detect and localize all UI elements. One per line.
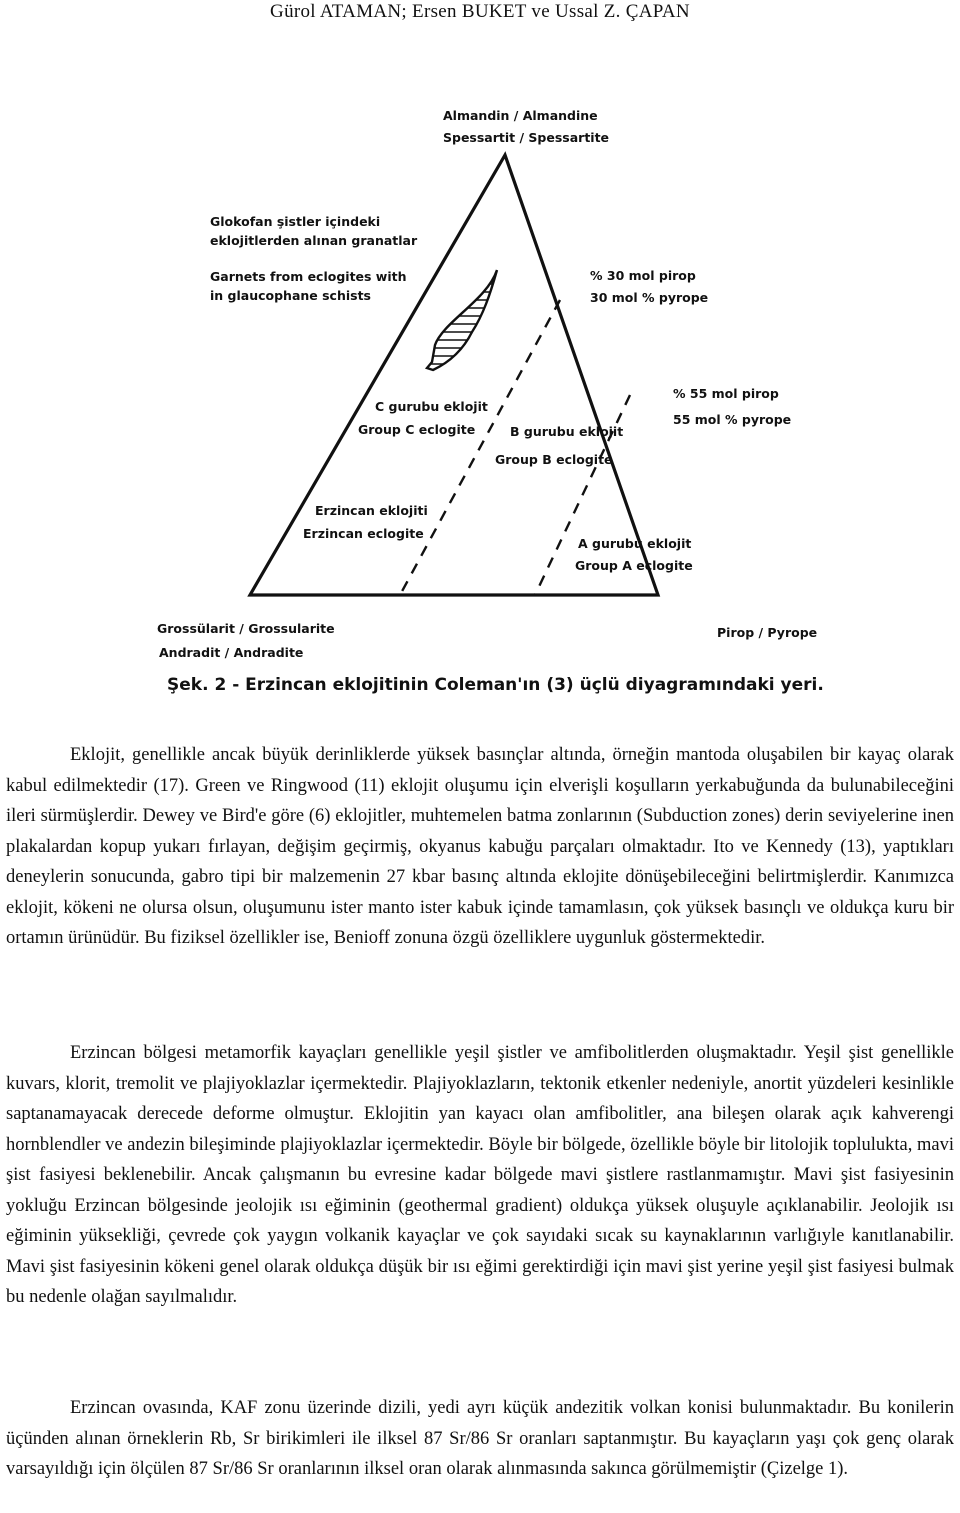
glaucophane-label-tr-2: eklojitlerden alınan granatlar bbox=[210, 233, 418, 248]
apex-label-almandine: Almandin / Almandine bbox=[443, 108, 598, 123]
group-a-label-en: Group A eclogite bbox=[575, 558, 693, 573]
group-a-label-tr: A gurubu eklojit bbox=[578, 536, 692, 551]
erzincan-eclogite-label-en: Erzincan eclogite bbox=[303, 526, 424, 541]
left-corner-label-grossularite: Grossülarit / Grossularite bbox=[157, 621, 335, 636]
glaucophane-label-en-1: Garnets from eclogites with bbox=[210, 269, 407, 284]
right-corner-label-pyrope: Pirop / Pyrope bbox=[717, 625, 818, 640]
body-paragraph-2 bbox=[6, 1038, 954, 1313]
pyrope-30-label-tr: % 30 mol pirop bbox=[590, 268, 696, 283]
erzincan-eclogite-label-tr: Erzincan eklojiti bbox=[315, 503, 428, 518]
body-paragraph-3 bbox=[6, 1393, 954, 1485]
glaucophane-label-en-2: in glaucophane schists bbox=[210, 288, 371, 303]
group-c-label-tr: C gurubu eklojit bbox=[375, 399, 488, 414]
pyrope-55-label-tr: % 55 mol pirop bbox=[673, 386, 779, 401]
ternary-diagram-figure bbox=[145, 100, 825, 700]
boundary-30-mol-pyrope bbox=[400, 300, 560, 595]
paragraph-text: Eklojit, genellikle ancak büyük derinliklerde yüksek basınçlar altında, örneğin mantoda oluşabilen bir kayaç olarak kabul edilmektedir (17). Green ve Ringwood (11) eklojit oluşumu için elverişli koşulların yerkabuğunda da bulunabileceğini ileri sürmüşlerdir. Dewey ve Bird'e göre (6) eklojitler, muhtemelen batma zonlarının (Subduction zones) derin seviyelerine inen plakalardan kopup yukarı fırlayan, değişim geçirmiş, okyanus kabuğu parçaları olmaktadır. Ito ve Kennedy (13), yaptıkları deneylerin sonucunda, gabro tipi bir malzemenin 27 kbar basınç altında eklojite dönüşebileceğini belirtmişlerdir. Kanımızca eklojit, kökeni ne olursa olsun, oluşumunu ister manto ister kabuk içinde tamamlasın, çok yüksek basınçlı ve oldukça kuru bir ortamın ürünüdür. Bu fiziksel özellikler ise, Benioff zonuna özgü özelliklere uygunluk göstermektedir. bbox=[6, 745, 954, 948]
apex-label-spessartine: Spessartit / Spessartite bbox=[443, 130, 610, 145]
left-corner-label-andradite: Andradit / Andradite bbox=[159, 645, 304, 660]
figure-caption: Şek. 2 - Erzincan eklojitinin Coleman'ın (3) üçlü diyagramındaki yeri. bbox=[167, 675, 824, 695]
body-paragraph-1 bbox=[6, 740, 954, 954]
group-b-label-tr: B gurubu eklojit bbox=[510, 424, 624, 439]
paragraph-text: Erzincan bölgesi metamorfik kayaçları genellikle yeşil şistler ve amfibolitlerden oluşmaktadır. Yeşil şist genellikle kuvars, klorit, tremolit ve plajiyoklazlar içermektedir. Plajiyoklazların, tektonik etkenler nedeniyle, anortit yüzdeleri kesinlikle saptanamayacak derecede deforme olmuştur. Eklojitin yan kayacı olan amfibolitler, ana bileşen olarak açık kahverengi hornblendler ve andezin bileşiminde plajiyoklazlar içermektedir. Böyle bir bölgede, özellikle böyle bir litolojik toplulukta, mavi şist fasiyesi beklenebilir. Ancak çalışmanın bu evresine kadar bölgede mavi şistlere rastlanmamıştır. Mavi şist fasiyesinin yokluğu Erzincan bölgesinde jeolojik ısı eğiminin (geothermal gradient) oldukça yüksek oluşuyle açıklanabilir. Jeolojik ısı eğiminin yüksekliği, çevrede çok yaygın volkanik kayaçlar ve çok sayıdaki sıcak su kaynaklarının varlığıyle kanıtlanabilir. Mavi şist fasiyesinin kökeni genel olarak oldukça düşük bir ısı eğimi gerektirdiği için mavi şist yerine yeşil şist fasiyesi bulmak bu nedenle olağan sayılmalıdır. bbox=[6, 1043, 954, 1307]
glaucophane-label-tr-1: Glokofan şistler içindeki bbox=[210, 214, 381, 229]
pyrope-30-label-en: 30 mol % pyrope bbox=[590, 290, 709, 305]
group-c-label-en: Group C eclogite bbox=[358, 422, 476, 437]
pyrope-55-label-en: 55 mol % pyrope bbox=[673, 412, 792, 427]
ternary-diagram bbox=[145, 100, 825, 700]
group-b-label-en: Group B eclogite bbox=[495, 452, 613, 467]
running-header: Gürol ATAMAN; Ersen BUKET ve Ussal Z. ÇAPAN bbox=[270, 1, 690, 22]
paragraph-text: Erzincan ovasında, KAF zonu üzerinde dizili, yedi ayrı küçük andezitik volkan konisi bulunmaktadır. Bu konilerin üçünden alınan örneklerin Rb, Sr birikimleri ile ilksel 87 Sr/86 Sr oranları saptanmıştır. Bu kayaçların yaşı çok genç olarak varsayıldığı için ölçülen 87 Sr/86 Sr oranlarının ilksel oran olarak alınmasında sakınca görülmemiştir (Çizelge 1). bbox=[6, 1398, 954, 1479]
